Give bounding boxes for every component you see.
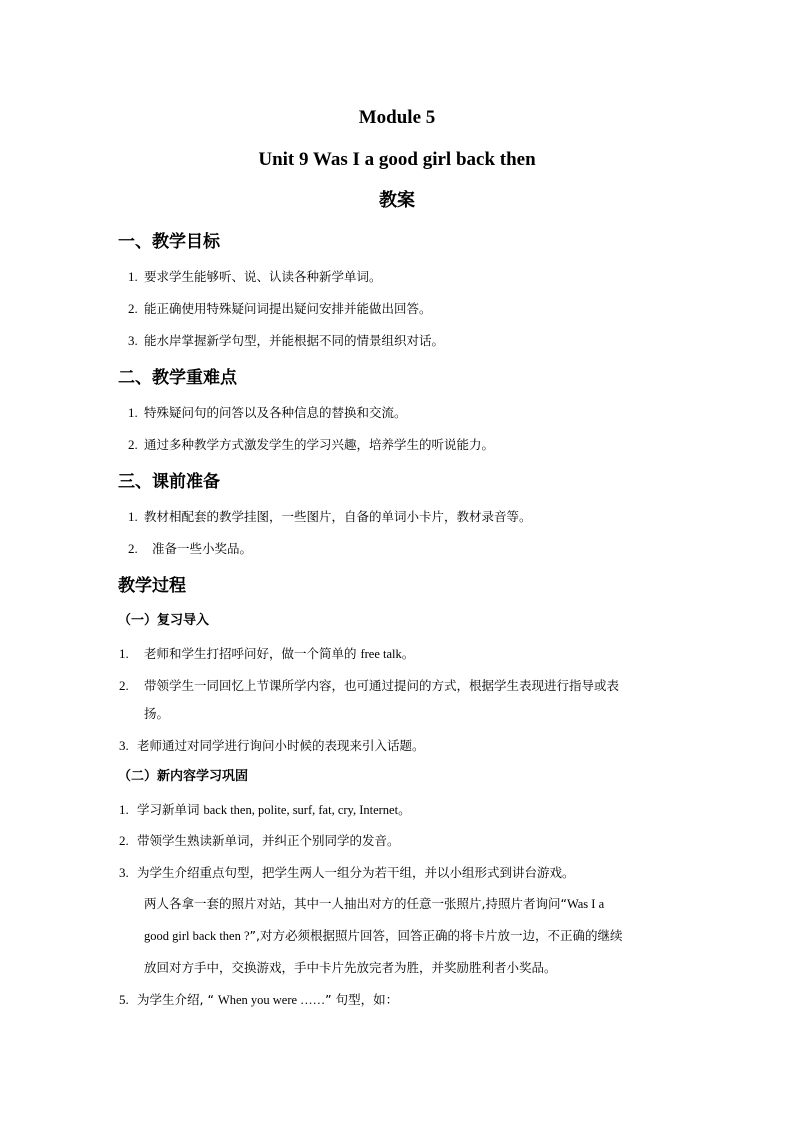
list-number: 5. [119,992,129,1007]
list-number: 3. [119,865,129,880]
list-item-text: ” 句型，如： [325,992,399,1007]
list-number: 1. [128,509,138,524]
list-item: 带领学生一同回忆上节课所学内容，也可通过提问的方式，根据学生表现进行指导或表 [144,678,620,693]
section-heading-preparation: 三、课前准备 [118,472,220,492]
paragraph-line [144,895,604,913]
paragraph-line: 放回对方手中，交换游戏，手中卡片先放完者为胜，并奖励胜利者小奖品。 [144,960,557,975]
list-number: 3. [119,738,129,753]
subsection-heading-review: （一）复习导入 [118,613,210,628]
list-item: 为学生介绍重点句型，把学生两人一组分为若干组，并以小组形式到讲台游戏。 [137,865,575,880]
list-item-text: 。 [398,802,411,817]
list-number: 1. [128,269,138,284]
list-number: 3. [128,333,138,348]
list-item-text: 学习新单词 [137,802,204,817]
list-item-english: free talk [360,647,402,661]
paragraph-text: 两人各拿一套的照片对站，其中一人抽出对方的任意一张照片,持照片者询问“ [144,896,567,911]
paragraph-text: ”,对方必须根据照片回答，回答正确的将卡片放一边，不正确的继续 [249,928,623,943]
doc-type-title: 教案 [379,190,415,211]
list-number: 2. [119,678,129,693]
list-item: 带领学生熟读新单词，并纠正个别同学的发音。 [137,833,400,848]
list-number: 2. [128,541,138,556]
list-item [144,645,414,663]
section-heading-key-points: 二、教学重难点 [118,368,237,388]
list-item-english: When you were …… [217,993,326,1007]
list-item [137,991,398,1009]
list-number: 2. [119,833,129,848]
section-heading-process: 教学过程 [118,576,186,596]
module-title: Module 5 [358,107,436,128]
list-number: 1. [128,405,138,420]
unit-title: Unit 9 Was I a good girl back then [258,149,536,170]
list-item: 特殊疑问句的问答以及各种信息的替换和交流。 [144,405,407,420]
list-item-text: 老师和学生打招呼问好，做一个简单的 [144,646,361,661]
list-item-english: back then, polite, surf, fat, cry, Internet [203,803,399,817]
paragraph-english: Was I a [566,897,605,911]
list-item: 准备一些小奖品。 [152,541,253,556]
section-heading-objectives: 一、教学目标 [118,232,220,252]
list-item: 能水岸掌握新学句型，并能根据不同的情景组织对话。 [144,333,445,348]
list-item-text: 为学生介绍, “ [137,992,218,1007]
list-item-text: 。 [401,646,415,661]
list-item: 能正确使用特殊疑问词提出疑问安排并能做出回答。 [144,301,432,316]
list-number: 1. [119,802,129,817]
list-item [137,801,411,819]
list-number: 1. [119,646,129,661]
subsection-heading-new-content: （二）新内容学习巩固 [118,769,249,784]
list-item: 通过多种教学方式激发学生的学习兴趣，培养学生的听说能力。 [144,437,495,452]
list-item: 教材相配套的教学挂图，一些图片，自备的单词小卡片，教材录音等。 [144,509,532,524]
list-item: 老师通过对同学进行询问小时候的表现来引入话题。 [137,738,425,753]
paragraph-line [144,927,622,945]
list-number: 2. [128,437,138,452]
list-number: 2. [128,301,138,316]
list-item-continuation: 扬。 [144,706,170,721]
paragraph-english: good girl back then ? [144,929,250,943]
list-item: 要求学生能够听、说、认读各种新学单词。 [144,269,382,284]
